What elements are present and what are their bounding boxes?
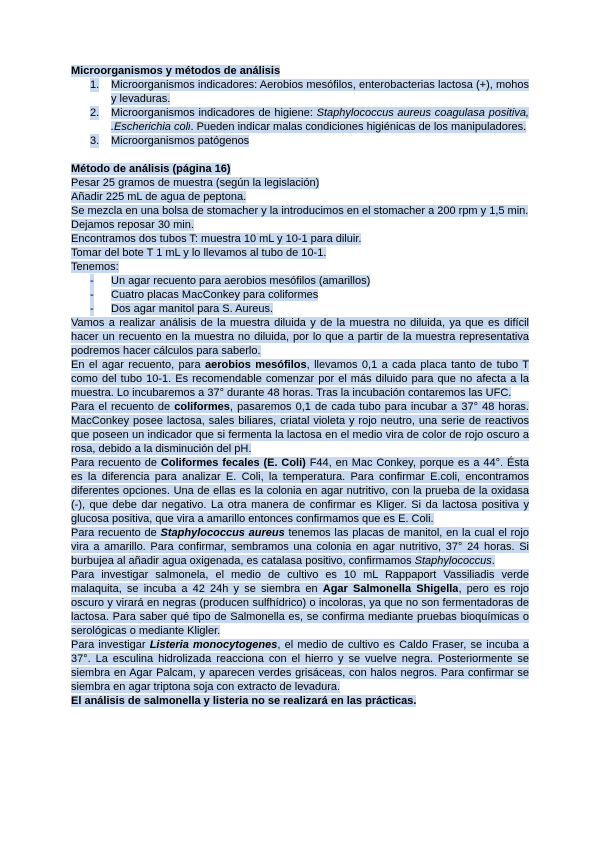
list-marker: -	[90, 289, 94, 301]
text-segment: El análisis de salmonella y listeria no se realizará en las prácticas.	[71, 695, 417, 707]
paragraph	[71, 400, 529, 456]
list-item	[71, 302, 529, 316]
paragraph	[71, 694, 529, 708]
text-segment: Dejamos reposar 30 min.	[71, 219, 194, 231]
text-segment: .	[491, 555, 495, 567]
text-segment: Para recuento de	[71, 527, 161, 539]
text-segment: Para el recuento de	[71, 401, 175, 413]
list-marker: 2.	[90, 107, 100, 119]
paragraph	[71, 526, 529, 568]
text-segment: Para investigar	[71, 639, 150, 651]
text-segment: Se mezcla en una bolsa de stomacher y la introducimos en el stomacher a 200 rpm y 1,5 min.	[71, 205, 529, 217]
list-marker: -	[90, 275, 94, 287]
text-segment: Para recuento de	[71, 457, 161, 469]
text-segment: tenemos las placas de manitol, en la cual el rojo vira a amarillo. Para confirmar, sembramos una colonia en agar nutritivo, 37° 24 horas. Si burbujea al añadir agua oxigenada, es catalasa positivo, confirmamos	[71, 527, 529, 567]
paragraph	[71, 456, 529, 526]
paragraph	[71, 638, 529, 694]
paragraph	[71, 246, 529, 260]
blank-line	[71, 148, 529, 162]
text-segment: , pasaremos 0,1 de cada tubo para incubar a 37° 48 horas. MacConkey posee lactosa, sales biliares, criatal violeta y rojo neutro, una serie de reactivos que poseen un indicador que si fermenta la lactosa en el medio vira de color de rojo oscuro a rosa, debido a la disminución del pH.	[71, 401, 529, 455]
text-segment: Pesar 25 gramos de muestra (según la legislación)	[71, 177, 320, 189]
list-item	[71, 288, 529, 302]
paragraph	[71, 316, 529, 358]
text-segment: Coliformes fecales (E. Coli)	[160, 457, 306, 469]
document-content	[71, 64, 529, 708]
paragraph	[71, 218, 529, 232]
text-segment: coliformes	[174, 401, 230, 413]
text-segment: Un agar recuento para aerobios mesófilos (amarillos)	[111, 275, 371, 287]
paragraph	[71, 260, 529, 274]
text-segment: aerobios mesófilos	[205, 359, 307, 371]
text-segment: Método de análisis (página 16)	[71, 163, 231, 175]
text-segment: Agar Salmonella Shigella	[322, 583, 459, 595]
text-segment: . Pueden indicar malas condiciones higiénicas de los manipuladores.	[190, 121, 527, 133]
section-heading	[71, 162, 529, 176]
text-segment: Microorganismos indicadores: Aerobios mesófilos, enterobacterias lactosa (+), mohos y levaduras.	[111, 79, 529, 105]
section-heading	[71, 64, 529, 78]
text-segment: Dos agar manitol para S. Aureus.	[111, 303, 274, 315]
paragraph	[71, 568, 529, 638]
paragraph	[71, 190, 529, 204]
text-segment: Staphylococcus aureus coagulasa positiva, .Escherichia coli	[111, 107, 529, 133]
text-segment: Microorganismos y métodos de análisis	[71, 65, 281, 77]
list-marker: 3.	[90, 135, 100, 147]
text-segment: Vamos a realizar análisis de la muestra diluida y de la muestra no diluida, ya que es difícil hacer un recuento en la muestra no diluida, por lo que a partir de la muestra representativa podremos hacer cálculos para saberlo.	[71, 317, 529, 357]
text-segment: Encontramos dos tubos T: muestra 10 mL y 10-1 para diluir.	[71, 233, 362, 245]
list-marker: 1.	[90, 79, 100, 91]
text-segment: , pero es rojo oscuro y virará en negras (producen sulfhídrico) o incoloras, ya que no son fermentadoras de lactosa. Para saber qué tipo de Salmonella es, se confirma mediante pruebas bioquímicas o serológicas o mediante Kligler.	[71, 583, 530, 637]
list-item	[71, 134, 529, 148]
text-segment: Staphylococcus aureus	[160, 527, 285, 539]
text-segment: Tenemos:	[71, 261, 119, 273]
list-item	[71, 106, 529, 134]
paragraph	[71, 204, 529, 218]
text-segment: Tomar del bote T 1 mL y lo llevamos al tubo de 10-1.	[71, 247, 327, 259]
paragraph	[71, 176, 529, 190]
text-segment: Añadir 225 mL de agua de peptona.	[71, 191, 247, 203]
text-segment: Microorganismos patógenos	[111, 135, 250, 147]
text-segment: , llevamos 0,1 a cada placa tanto de tubo T como del tubo 10-1. Es recomendable comenzar por el más diluido para que no afecta a la muestra. Lo incubaremos a 37° durante 48 horas. Tras la incubación contaremos las UFC.	[71, 359, 530, 399]
text-segment: Staphylococcus	[414, 555, 492, 567]
paragraph	[71, 232, 529, 246]
text-segment: , el medio de cultivo es Caldo Fraser, se incuba a 37°. La esculina hidrolizada reacciona con el hierro y se vuelve negra. Posteriormente se siembra en Agar Palcam, y aparecen verdes grisáceas, con halos negros. Para confirmar se siembra en agar triptona soja con extracto de levadura.	[71, 639, 529, 693]
text-segment: Para investigar salmonela, el medio de cultivo es 10 mL Rappaport Vassiliadis verde malaquita, se incuba a 42 24h y se siembra en	[71, 569, 529, 595]
text-segment: En el agar recuento, para	[71, 359, 205, 371]
text-segment: Microorganismos indicadores de higiene:	[111, 107, 317, 119]
list-item	[71, 78, 529, 106]
text-segment: Listeria monocytogenes	[149, 639, 278, 651]
paragraph	[71, 358, 529, 400]
list-item	[71, 274, 529, 288]
list-marker: -	[90, 303, 94, 315]
text-segment: F44, en Mac Conkey, porque es a 44°. Ésta es la diferencia para analizar E. Coli, la temperatura. Para confirmar E.coli, encontramos diferentes opciones. Una de ellas es la colonia en agar nutritivo, con la prueba de la oxidasa (-), que debe dar negativo. La otra manera de confirmar es Kliger. Si da lactosa positiva y glucosa positiva, que vira a amarillo entonces confirmamos que es E. Coli.	[71, 457, 529, 525]
text-segment: Cuatro placas MacConkey para coliformes	[111, 289, 319, 301]
